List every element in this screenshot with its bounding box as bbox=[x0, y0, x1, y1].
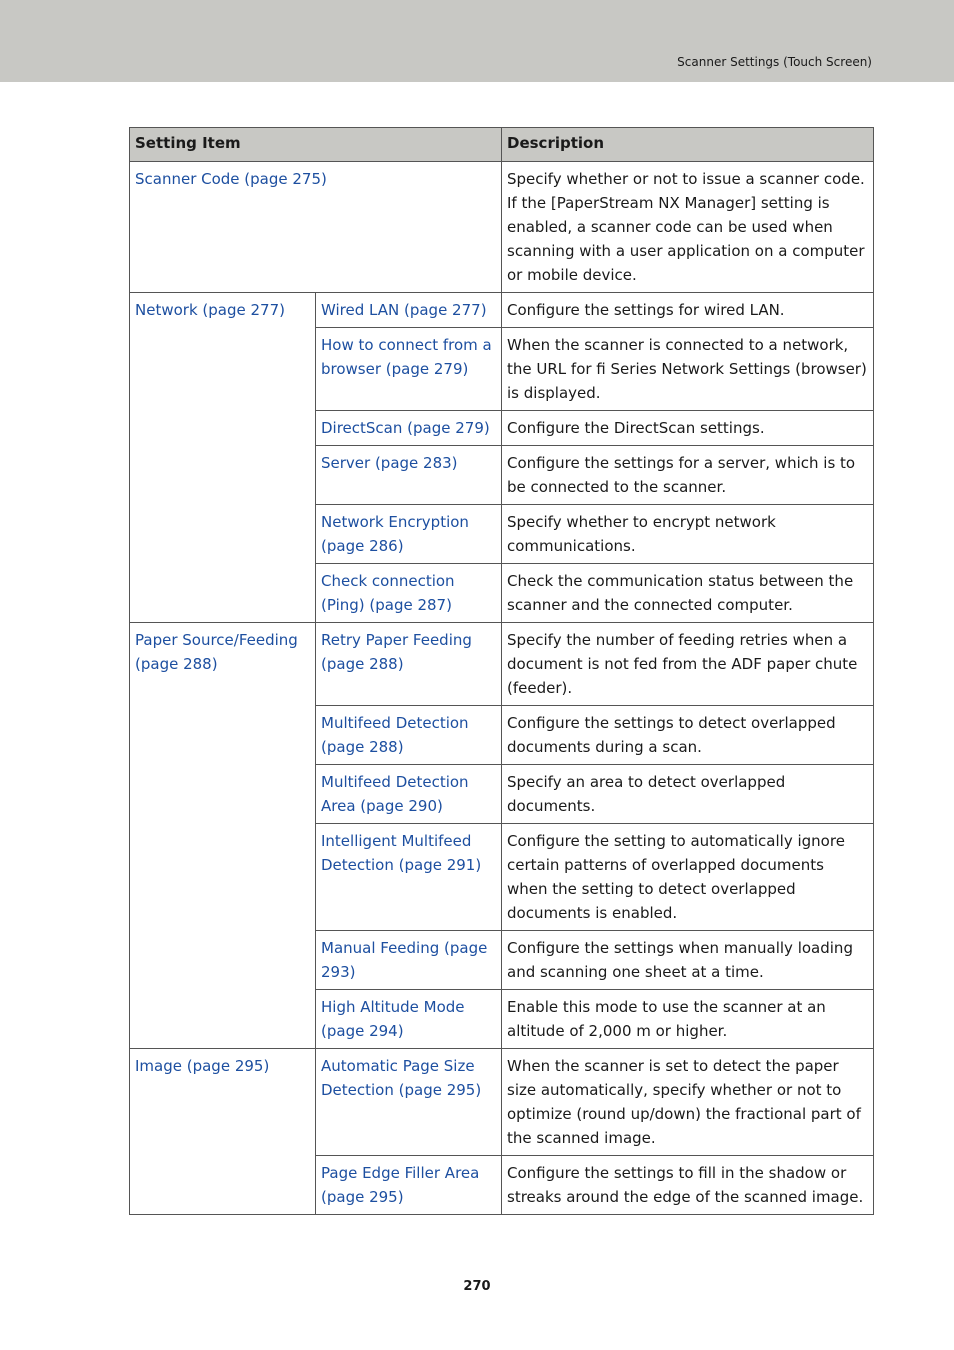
settings-table bbox=[129, 127, 874, 1215]
setting-link-multifeed-detection[interactable]: Multifeed Detection (page 288) bbox=[316, 706, 502, 765]
description-cell: Specify whether or not to issue a scanner code. If the [PaperStream NX Manager] setting is enabled, a scanner code can be used when scanning with a user application on a computer or mobile device. bbox=[502, 162, 874, 293]
setting-link-retry-paper-feeding[interactable]: Retry Paper Feeding (page 288) bbox=[316, 623, 502, 706]
description-cell: When the scanner is set to detect the paper size automatically, specify whether or not to optimize (round up/down) the fractional part of the scanned image. bbox=[502, 1049, 874, 1156]
description-cell: Configure the settings to detect overlapped documents during a scan. bbox=[502, 706, 874, 765]
description-cell: Configure the settings to fill in the shadow or streaks around the edge of the scanned image. bbox=[502, 1156, 874, 1215]
setting-link-check-connection[interactable]: Check connection (Ping) (page 287) bbox=[316, 564, 502, 623]
running-header-title: Scanner Settings (Touch Screen) bbox=[677, 55, 872, 69]
description-cell: Check the communication status between the scanner and the connected computer. bbox=[502, 564, 874, 623]
description-cell: Configure the setting to automatically ignore certain patterns of overlapped documents when the setting to detect overlapped documents is enabled. bbox=[502, 824, 874, 931]
setting-link-multifeed-detection-area[interactable]: Multifeed Detection Area (page 290) bbox=[316, 765, 502, 824]
description-cell: Configure the settings for a server, which is to be connected to the scanner. bbox=[502, 446, 874, 505]
setting-link-high-altitude-mode[interactable]: High Altitude Mode (page 294) bbox=[316, 990, 502, 1049]
setting-link-server[interactable]: Server (page 283) bbox=[316, 446, 502, 505]
table-row bbox=[130, 1049, 874, 1156]
setting-link-manual-feeding[interactable]: Manual Feeding (page 293) bbox=[316, 931, 502, 990]
setting-link-paper-source-feeding[interactable]: Paper Source/Feeding (page 288) bbox=[130, 623, 316, 1049]
description-cell: When the scanner is connected to a network, the URL for fi Series Network Settings (browser) is displayed. bbox=[502, 328, 874, 411]
table-row bbox=[130, 162, 874, 293]
setting-link-auto-page-size[interactable]: Automatic Page Size Detection (page 295) bbox=[316, 1049, 502, 1156]
description-cell: Enable this mode to use the scanner at an altitude of 2,000 m or higher. bbox=[502, 990, 874, 1049]
setting-link-wired-lan[interactable]: Wired LAN (page 277) bbox=[316, 293, 502, 328]
table-header-row bbox=[130, 128, 874, 162]
description-cell: Configure the DirectScan settings. bbox=[502, 411, 874, 446]
setting-link-image[interactable]: Image (page 295) bbox=[130, 1049, 316, 1215]
description-cell: Configure the settings when manually loading and scanning one sheet at a time. bbox=[502, 931, 874, 990]
page-number: 270 bbox=[463, 1279, 491, 1294]
setting-link-network[interactable]: Network (page 277) bbox=[130, 293, 316, 623]
description-cell: Specify whether to encrypt network communications. bbox=[502, 505, 874, 564]
table-row bbox=[130, 293, 874, 328]
table-row bbox=[130, 623, 874, 706]
setting-link-scanner-code[interactable]: Scanner Code (page 275) bbox=[130, 162, 502, 293]
description-cell: Specify the number of feeding retries when a document is not fed from the ADF paper chute (feeder). bbox=[502, 623, 874, 706]
header-description: Description bbox=[502, 128, 874, 162]
setting-link-browser-connect[interactable]: How to connect from a browser (page 279) bbox=[316, 328, 502, 411]
setting-link-intelligent-multifeed[interactable]: Intelligent Multifeed Detection (page 291) bbox=[316, 824, 502, 931]
header-setting-item: Setting Item bbox=[130, 128, 502, 162]
description-cell: Specify an area to detect overlapped documents. bbox=[502, 765, 874, 824]
setting-link-network-encryption[interactable]: Network Encryption (page 286) bbox=[316, 505, 502, 564]
header-band bbox=[0, 0, 954, 82]
setting-link-directscan[interactable]: DirectScan (page 279) bbox=[316, 411, 502, 446]
setting-link-page-edge-filler[interactable]: Page Edge Filler Area (page 295) bbox=[316, 1156, 502, 1215]
description-cell: Configure the settings for wired LAN. bbox=[502, 293, 874, 328]
